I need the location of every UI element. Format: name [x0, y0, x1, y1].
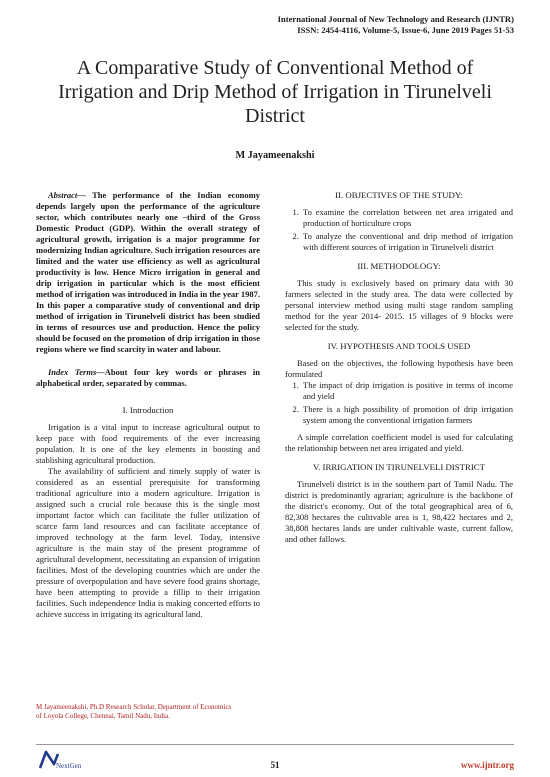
hypothesis-item: 2. There is a high possibility of promotion of drip irrigation system among the conventional irrigation farmers	[301, 404, 513, 426]
footer-divider	[36, 744, 514, 745]
page-number: 51	[270, 760, 280, 770]
index-terms-text: About four key words or phrases in alphabetical order, separated by commas.	[36, 367, 260, 388]
author-footnote: M Jayameenakshi, Ph.D Research Scholar, Department of Economics of Loyola College, Chennai, Tamil Nadu, India.	[36, 703, 232, 720]
section-heading-district: V. IRRIGATION IN TIRUNELVELI DISTRICT	[312, 462, 486, 472]
abstract	[36, 190, 260, 355]
abstract-text: The performance of the Indian economy depends largely upon the performance of the agriculture sector, which contributes nearly one –third of the Gross Domestic Product (GDP). Within the overall strategy of agricultural growth, irrigation is a major programme for modernizing Indian agriculture. Such irrigation resources are limited and the water use efficiency as well as agricultural productivity is low. Hence Micro irrigation in general and drip irrigation in particular which is the most efficient method of irrigation was introduced in India in the year 1987. In this paper a comparative study of conventional and drip method of irrigation in Tirunelveli district has been studied in terms of resources use and production. Hence the policy should be focused on the promotion of drip irrigation in those regions where we find scarcity in water and labour.	[36, 190, 260, 354]
hypothesis-list	[285, 380, 513, 426]
objective-item: 2. To analyze the conventional and drip method of irrigation with different sources of irrigation in Tirunelveli district	[301, 231, 513, 253]
abstract-label: Abstract—	[48, 190, 86, 200]
paper-author: M Jayameenakshi	[235, 150, 315, 161]
index-terms	[36, 367, 260, 389]
section-heading-introduction: I. Introduction	[122, 405, 174, 415]
objectives-list	[285, 207, 513, 253]
logo-text: NextGen	[56, 762, 82, 770]
left-column	[36, 190, 260, 620]
journal-header-line1: International Journal of New Technology and Research (IJNTR)	[277, 14, 514, 24]
intro-paragraph-1: Irrigation is a vital input to increase agricultural output to keep pace with food requirements of the ever increasing population. It is one of the key elements in boosting and stablishing agricultural production.	[36, 422, 260, 465]
methodology-paragraph: This study is exclusively based on primary data with 30 farmers selected in the study area. The data were collected by personal interview method using multi stage random sampling method for the year 2014- 2015. 15 villages of 9 blocks were selected for the study.	[285, 278, 513, 332]
objective-item: 1. To examine the correlation between net area irrigated and production of horticulture crops	[301, 207, 513, 229]
section-heading-hypothesis: IV. HYPOTHESIS AND TOOLS USED	[327, 341, 471, 351]
hypothesis-item: 1. The impact of drip irrigation is positive in terms of income and yield	[301, 380, 513, 402]
district-paragraph: Tirunelveli district is in the southern part of Tamil Nadu. The district is predominantly agrarian; agriculture is the backbone of the district's economy. Out of the total geographical area of 6, 82,308 hectares the cultivable area is 1, 98,422 hectares and 2, 38,808 hectares lands are under cultivable waste, current fallow, and other fallows.	[285, 479, 513, 544]
section-heading-objectives: II. OBJECTIVES OF THE STUDY:	[335, 190, 463, 200]
index-terms-label: Index Terms—	[48, 367, 105, 377]
right-column	[285, 190, 513, 545]
section-heading-methodology: III. METHODOLOGY:	[357, 261, 441, 271]
journal-header-line2: ISSN: 2454-4116, Volume-5, Issue-6, June 2019 Pages 51-53	[297, 25, 514, 35]
hypothesis-intro: Based on the objectives, the following hypothesis have been formulated	[285, 358, 513, 379]
paper-title: A Comparative Study of Conventional Method of Irrigation and Drip Method of Irrigation in Tirunelveli District	[58, 57, 492, 127]
journal-website-link[interactable]: www.ijntr.org	[460, 760, 514, 770]
intro-paragraph-2: The availability of sufficient and timely supply of water is considered as an essential prerequisite for transforming traditional agriculture into a modern agriculture. Irrigation is assigned such a crucial role because this is the single most important factor which can facilitate the fuller utilization of scarce farm land resources and can facilitate acceptance of improved technology at the farm level. Today, intensive agriculture is the main stay of the present programme of agricultural development, necessitating an expansion of irrigation facilities. Most of the developing countries which are under the pressure of overpopulation and have severe food grains shortage, have been attempting to provide a fillip to their irrigation facilities. Such independence India is making concerted efforts to achieve success in irrigating its agricultural land.	[36, 466, 260, 619]
tools-paragraph: A simple correlation coefficient model is used for calculating the relationship between net area irrigated and yield.	[285, 432, 513, 453]
